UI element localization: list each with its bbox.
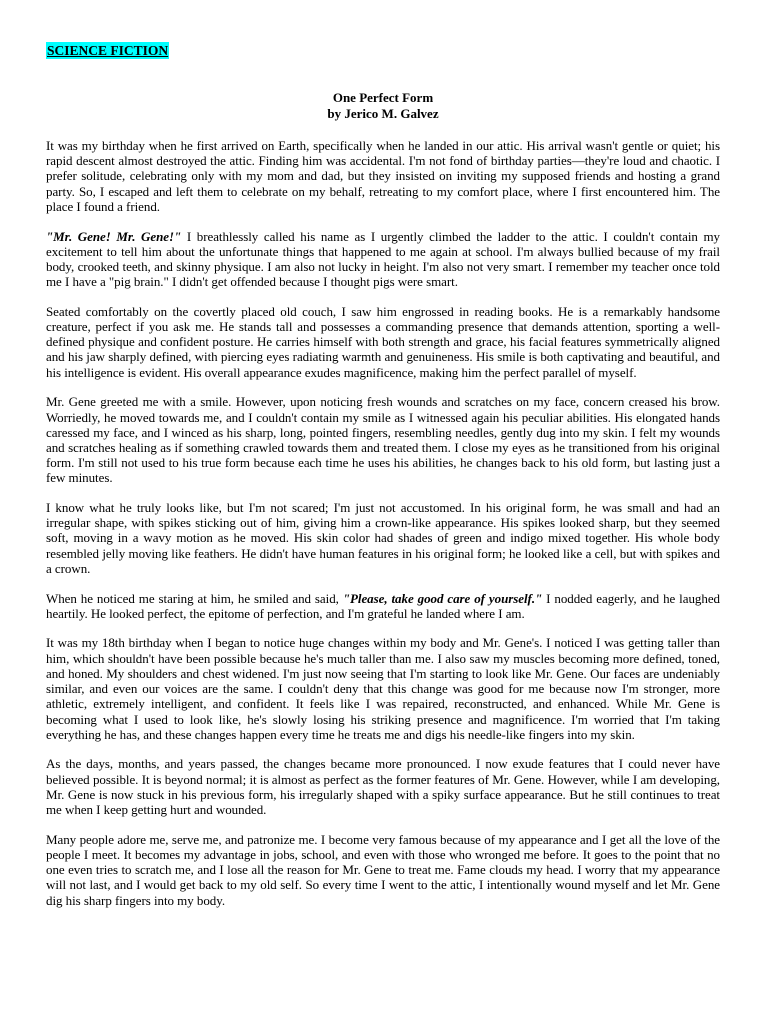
dialogue-quote: "Mr. Gene! Mr. Gene!" [46,228,182,244]
story-paragraph: It was my birthday when he first arrived on Earth, specifically when he landed in our attic. His arrival wasn't gentle or quiet; his rapid descent almost destroyed the attic. Finding him was accidental. I'm not fond of birthday parties—they're loud and chaotic. I prefer solitude, celebrating only with my mom and dad, but they insisted on inviting my supposed friends and hosting a grand party. So, I escaped and left them to celebrate on my behalf, retreating to my comfort place, where I first encountered him. The place I found a friend. [46,138,720,214]
genre-label: SCIENCE FICTION [47,43,169,58]
story-paragraph: It was my 18th birthday when I began to notice huge changes within my body and Mr. Gene's. I noticed I was getting taller than him, which shouldn't have been possible because he's much taller than me. I also saw my muscles becoming more defined, toned, and honed. My shoulders and chest widened. I'm just now seeing that I'm starting to look like Mr. Gene. Our faces are undeniably similar, and even our voices are the same. I couldn't deny that this change was good for me because now I'm stronger, more athletic, extremely intelligent, and confident. It feels like I was repaired, reconstructed, and enhanced. While Mr. Gene is becoming what I used to look like, he's slowly losing his striking presence and magnificence. I'm worried that I'm taking everything he has, and these changes happen every time he treats me and digs his needle-like fingers into my skin. [46,635,720,742]
story-paragraph: "Mr. Gene! Mr. Gene!" I breathlessly called his name as I urgently climbed the ladder to the attic. I couldn't contain my excitement to tell him about the unfortunate things that happened to me again at school. I'm always bullied because of my frail body, crooked teeth, and skinny physique. I am also not lucky in height. I'm also not very smart. I remember my teacher once told me I have a "pig brain." I didn't get offended because I thought pigs were smart. [46,228,720,290]
dialogue-quote: "Please, take good care of yourself." [342,590,543,606]
story-paragraph: Seated comfortably on the covertly placed old couch, I saw him engrossed in reading books. He is a remarkably handsome creature, perfect if you ask me. He stands tall and possesses a commanding presence that demands attention, sporting a well-defined physique and confident posture. He carries himself with both strength and grace, his facial features symmetrically aligned and his jaw sharply defined, with piercing eyes radiating warmth and genuineness. His smile is both captivating and beautiful, and his intelligence is evident. His overall appearance exudes magnificence, making him the perfect parallel of myself. [46,303,720,380]
story-paragraph: Mr. Gene greeted me with a smile. However, upon noticing fresh wounds and scratches on my face, concern creased his brow. Worriedly, he moved towards me, and I couldn't contain my smile as I witnessed again his peculiar abilities. His elongated hands caressed my face, and I winced as his sharp, long, pointed fingers, resembling needles, gently dug into my skin. I felt my wounds and scratches healing as if something crawled towards them and treated them. I close my eyes as he transitioned from his original form. I'm still not used to his true form because each time he uses his abilities, he changes back to his old form, but lasting just a few minutes. [46,394,720,486]
story-byline: by Jerico M. Galvez [327,106,439,121]
genre-heading-wrapper [46,42,720,60]
title-block [46,90,720,122]
story-paragraph: Many people adore me, serve me, and patronize me. I become very famous because of my appearance and I get all the love of the people I meet. It becomes my advantage in jobs, school, and even with those who wronged me before. It goes to the point that no one even tries to scratch me, and I lose all the reason for Mr. Gene to treat me. Fame clouds my head. I worry that my appearance will not last, and I would get back to my old self. So every time I went to the attic, I intentionally wound myself and let Mr. Gene dig his sharp fingers into my body. [46,831,720,908]
story-title: One Perfect Form [332,90,434,105]
story-paragraph: I know what he truly looks like, but I'm not scared; I'm just not accustomed. In his original form, he was small and had an irregular shape, with spikes sticking out of him, giving him a crown-like appearance. His spikes looked sharp, but they seemed soft, moving in a wavy motion as he moved. His skin color had shades of green and indigo mixed together. His whole body resembled jelly moving like feathers. He didn't have human features in his original form; he looked like a cell, but with spikes and a crown. [46,500,720,576]
story-body [46,138,720,908]
story-paragraph: When he noticed me staring at him, he smiled and said, "Please, take good care of yourself." I nodded eagerly, and he laughed heartily. He looked perfect, the epitome of perfection, and I'm grateful he landed where I am. [46,590,720,621]
story-paragraph: As the days, months, and years passed, the changes became more pronounced. I now exude features that I could never have believed possible. It is beyond normal; it is almost as perfect as the former features of Mr. Gene. However, while I am developing, Mr. Gene is now stuck in his previous form, his irregularly shaped with a spiky surface appearance. But he still continues to treat me when I keep getting hurt and wounded. [46,756,720,818]
document-page [46,42,720,922]
